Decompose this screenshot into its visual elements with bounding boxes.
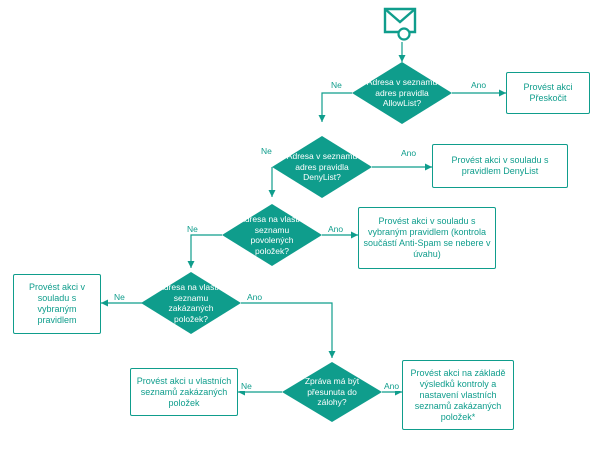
decision-allowlist[interactable] bbox=[352, 62, 452, 124]
edge-label-denylist-no: Ne bbox=[261, 146, 272, 156]
action-selected-rule[interactable] bbox=[13, 274, 101, 334]
edge-label-quarantine-no: Ne bbox=[241, 381, 252, 391]
action-selected-rule-antispam-label: Provést akci v souladu s vybraným pravidlem (kontrola součástí Anti-Spam se nebere v úvahu) bbox=[363, 216, 491, 259]
edge-label-own-blocked-yes: Ano bbox=[247, 292, 263, 302]
action-denylist-label: Provést akci v souladu s pravidlem DenyList bbox=[451, 155, 549, 176]
action-result-based[interactable] bbox=[402, 360, 514, 430]
action-skip-label: Provést akci Přeskočit bbox=[523, 82, 573, 103]
action-own-blocked-lists[interactable] bbox=[130, 368, 238, 416]
action-selected-rule-label: Provést akci v souladu s vybraným pravidlem bbox=[28, 282, 86, 325]
action-selected-rule-antispam[interactable] bbox=[358, 207, 496, 269]
mail-envelope-icon bbox=[382, 6, 422, 42]
decision-denylist[interactable] bbox=[272, 136, 372, 198]
decision-allowlist-label: Adresa v seznamu adres pravidla AllowList? bbox=[366, 77, 438, 109]
action-result-based-label: Provést akci na základě výsledků kontroly a nastavení vlastních seznamů zakázaných položek* bbox=[410, 367, 506, 422]
edge-label-own-blocked-no: Ne bbox=[114, 292, 125, 302]
edge-label-own-allowed-yes: Ano bbox=[328, 224, 344, 234]
edge-label-own-allowed-no: Ne bbox=[187, 224, 198, 234]
decision-own-blocked-list-label: Adresa na vlastní seznamu zakázaných položek? bbox=[158, 282, 224, 324]
decision-own-allowed-list[interactable] bbox=[222, 204, 322, 266]
edge-label-allowlist-no: Ne bbox=[331, 80, 342, 90]
decision-quarantine-label: Zpráva má být přesunuta do zálohy? bbox=[304, 376, 360, 408]
edge-label-allowlist-yes: Ano bbox=[471, 80, 487, 90]
action-denylist[interactable] bbox=[432, 144, 568, 188]
edge-label-denylist-yes: Ano bbox=[401, 148, 417, 158]
decision-denylist-label: Adresa v seznamu adres pravidla DenyList? bbox=[286, 151, 358, 183]
decision-own-blocked-list[interactable] bbox=[141, 272, 241, 334]
action-skip[interactable] bbox=[506, 72, 590, 114]
action-own-blocked-lists-label: Provést akci u vlastních seznamů zakázaných položek bbox=[136, 375, 232, 408]
edge-label-quarantine-yes: Ano bbox=[384, 381, 400, 391]
decision-own-allowed-list-label: Adresa na vlastní seznamu povolených položek? bbox=[239, 214, 305, 256]
decision-quarantine[interactable] bbox=[282, 362, 382, 422]
